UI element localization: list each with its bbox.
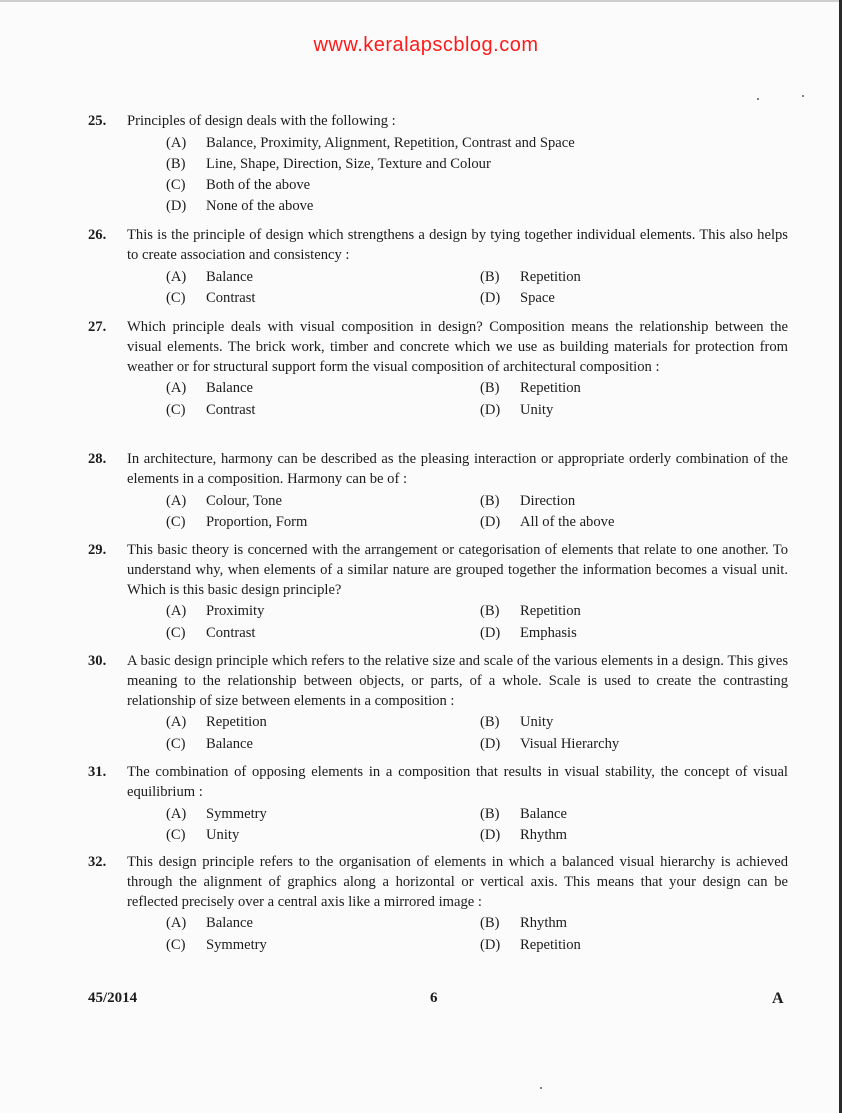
question-number: 25. xyxy=(88,113,107,129)
question-text: In architecture, harmony can be described as the pleasing interaction or appropriate orderly combination of the elements in a composition. Harmony can be of : xyxy=(127,451,788,487)
option-b: (B) Line, Shape, Direction, Size, Texture and Colour xyxy=(166,155,491,172)
question-number: 31. xyxy=(88,764,107,780)
option-c: (C) Contrast xyxy=(166,401,256,418)
question-number: 26. xyxy=(88,227,107,243)
question-31 xyxy=(88,763,788,847)
option-d: (D) All of the above xyxy=(480,514,615,531)
question-text: Principles of design deals with the following : xyxy=(127,113,396,129)
question-text: A basic design principle which refers to the relative size and scale of the various elements in a design. This gives meaning to the relationship between objects, or parts, of a whole. Scale is used to create the contrasting relationship of size between elements in a composition : xyxy=(127,653,788,709)
option-b: (B) Repetition xyxy=(480,268,581,285)
option-a: (A) Balance xyxy=(166,380,253,397)
options-grid xyxy=(166,601,788,644)
option-d: (D) Visual Hierarchy xyxy=(480,735,620,752)
options-grid xyxy=(166,491,788,534)
option-c: (C) Symmetry xyxy=(166,936,267,953)
option-d: (D) Rhythm xyxy=(480,827,568,844)
question-text: The combination of opposing elements in a composition that results in visual stability, the concept of visual equilibrium : xyxy=(127,764,788,800)
question-25 xyxy=(88,112,788,217)
option-d: (D) None of the above xyxy=(166,197,314,214)
options-grid xyxy=(166,267,788,310)
option-b: (B) Rhythm xyxy=(480,915,568,932)
option-a: (A) Proximity xyxy=(166,603,265,620)
question-text: This design principle refers to the organisation of elements in which a balanced visual hierarchy is achieved through the alignment of graphics along a horizontal or vertical axis. This means that your design can be reflected precisely over a central axis like a mirrored image : xyxy=(127,854,788,910)
question-32 xyxy=(88,853,788,956)
question-27 xyxy=(88,318,788,421)
option-a: (A) Colour, Tone xyxy=(166,492,282,509)
question-text: This is the principle of design which strengthens a design by tying together individual elements. This also helps to create association and consistency : xyxy=(127,227,788,263)
question-number: 27. xyxy=(88,319,107,335)
paper-code: 45/2014 xyxy=(88,990,138,1006)
question-number: 28. xyxy=(88,451,107,467)
options-grid xyxy=(166,712,788,755)
option-b: (B) Repetition xyxy=(480,380,581,397)
site-watermark: www.keralapscblog.com xyxy=(313,34,539,56)
option-b: (B) Balance xyxy=(480,805,567,822)
option-c: (C) Balance xyxy=(166,735,253,752)
question-text: Which principle deals with visual composition in design? Composition means the relationship between the visual elements. The brick work, timber and concrete which we use as building materials for protection from weather or for structural support form the visual composition of architectural composition : xyxy=(127,319,788,375)
question-series: A xyxy=(772,990,784,1007)
scan-speck xyxy=(540,1087,542,1089)
scan-speck xyxy=(802,95,804,97)
question-30 xyxy=(88,652,788,755)
question-text: This basic theory is concerned with the arrangement or categorisation of elements that relate to one another. To understand why, when elements of a similar nature are grouped together the information becomes a visual unit. Which is this basic design principle? xyxy=(127,542,788,598)
option-c: (C) Both of the above xyxy=(166,176,311,193)
options-grid xyxy=(166,804,788,847)
option-c: (C) Proportion, Form xyxy=(166,514,308,531)
page-number: 6 xyxy=(430,990,438,1006)
question-26 xyxy=(88,226,788,310)
scan-speck xyxy=(757,98,759,100)
question-number: 32. xyxy=(88,854,107,870)
scan-edge-top xyxy=(0,0,842,2)
question-number: 29. xyxy=(88,542,107,558)
option-b: (B) Repetition xyxy=(480,603,581,620)
options-grid xyxy=(166,913,788,956)
option-d: (D) Unity xyxy=(480,401,554,418)
option-c: (C) Contrast xyxy=(166,290,256,307)
question-28 xyxy=(88,450,788,534)
question-29 xyxy=(88,541,788,644)
option-d: (D) Emphasis xyxy=(480,624,577,641)
option-c: (C) Contrast xyxy=(166,624,256,641)
question-number: 30. xyxy=(88,653,107,669)
options-grid xyxy=(166,378,788,421)
option-a: (A) Balance, Proximity, Alignment, Repetition, Contrast and Space xyxy=(166,134,575,151)
option-b: (B) Direction xyxy=(480,492,576,509)
option-c: (C) Unity xyxy=(166,827,240,844)
option-a: (A) Balance xyxy=(166,268,253,285)
option-a: (A) Symmetry xyxy=(166,805,267,822)
option-d: (D) Space xyxy=(480,290,555,307)
options-list xyxy=(166,133,788,217)
option-a: (A) Repetition xyxy=(166,714,267,731)
option-d: (D) Repetition xyxy=(480,936,581,953)
option-a: (A) Balance xyxy=(166,915,253,932)
option-b: (B) Unity xyxy=(480,714,554,731)
